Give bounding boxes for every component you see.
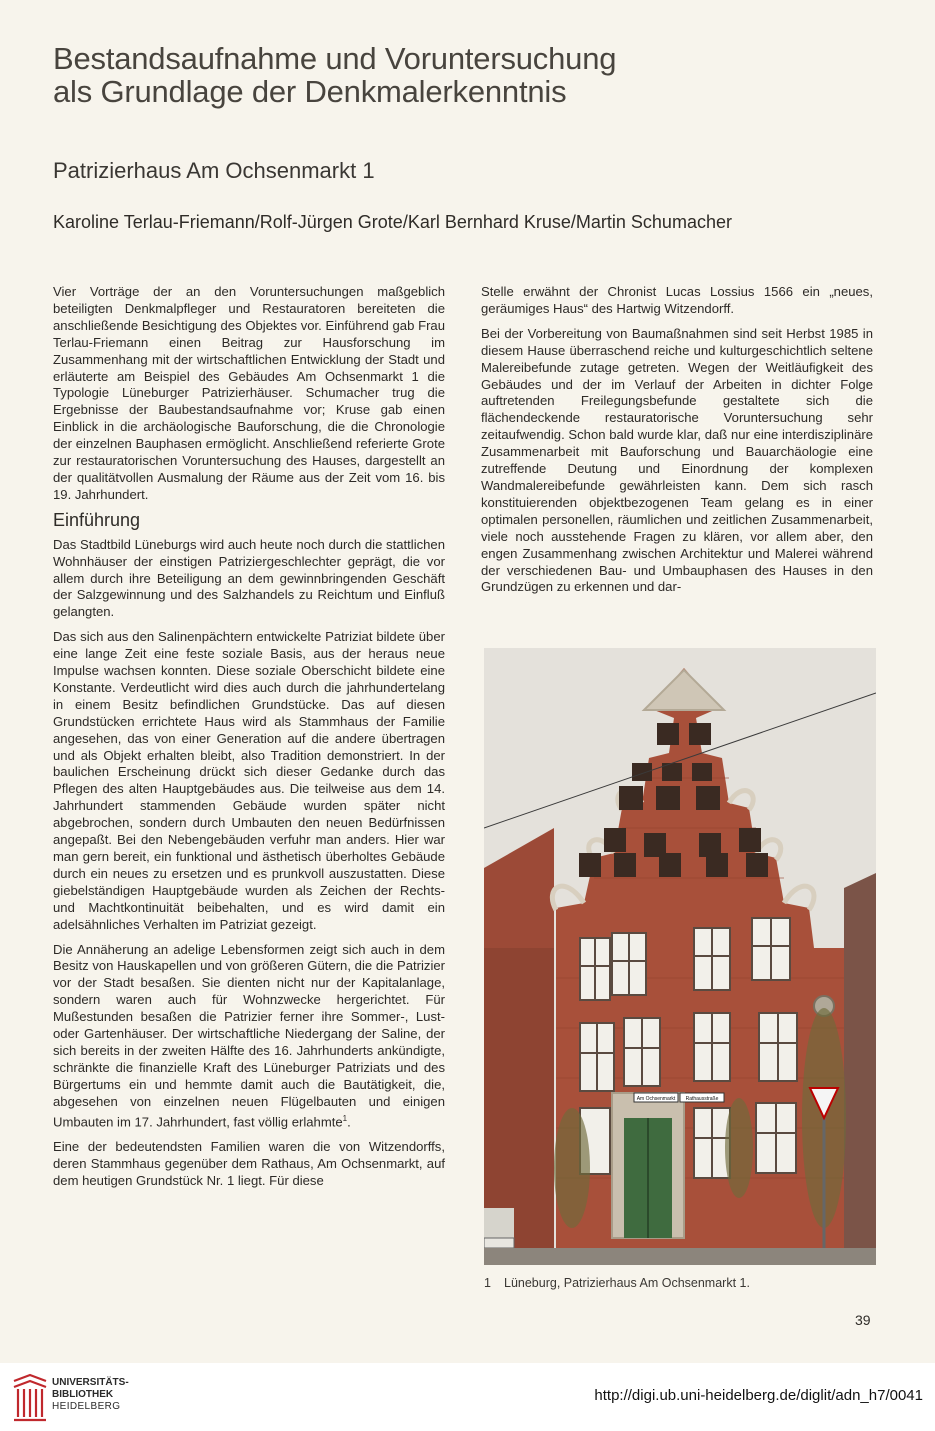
intro-paragraph: Vier Vorträge der an den Voruntersuchungen maßgeblich beteiligten Denkmalpfleger und Restauratoren bereiteten die anschließende Besichtigung des Objektes vor. Einführend gab Frau Terlau-Friemann einen Beitrag zur Hausforschung im Zusammenhang mit der wirtschaftlichen Entwicklung der Stadt und erläuterte am Beispiel des Gebäudes Am Ochsenmarkt 1 die Typologie Lüneburger Patrizierhäuser. Schumacher trug die Ergebnisse der Baubestandsaufnahme vor; Kruse gab einen Einblick in die archäologische Bauforschung, die die Chronologie der einzelnen Bauphasen ermöglicht. Anschließend referierte Grote zur restauratorischen Voruntersuchung des Hauses, dargestellt an der qualitätvollen Ausmalung der Räume aus der Zeit vom 16. bis 19. Jahrhundert. [53, 284, 445, 502]
caption-number: 1 [484, 1276, 491, 1290]
library-name[interactable] [52, 1377, 129, 1413]
article-subtitle: Patrizierhaus Am Ochsenmarkt 1 [53, 158, 375, 183]
left-column [53, 284, 445, 1198]
right-column [481, 284, 873, 604]
paragraph-3: Die Annäherung an adelige Lebensformen zeigt sich auch in dem Besitz von Hauskapellen und von größeren Gütern, die die Patrizier vor der Stadt besaßen. Sie dienten nicht nur der Kapitalanlage, sondern waren auch für Wohnzwecke hergerichtet. Für Mußestunden besaßen die Patrizier ferner ihre Sommer-, Lust- oder Gartenhäuser. Der wirtschaftliche Niedergang der Saline, der sich bereits in der zweiten Hälfte des 16. Jahrhunderts ankündigte, schränkte die finanzielle Kraft des Lüneburger Patriziats und des Bürgertums ein und hemmte damit auch die Bautätigkeit, die, abgesehen von einzelnen neuen Flügelbauten und einigen Umbauten im 17. Jahrhundert, fast völlig erlahmte$^1$. [53, 941, 445, 1129]
page-title [53, 42, 873, 108]
house-photo [484, 648, 876, 1265]
right-paragraph-1: Stelle erwähnt der Chronist Lucas Lossius 1566 ein „neues, geräumiges Haus“ des Hartwig Witzendorff. [481, 284, 873, 316]
source-url-link[interactable]: http://digi.ub.uni-heidelberg.de/diglit/adn_h7/0041 [594, 1387, 923, 1404]
paragraph-1: Das Stadtbild Lüneburgs wird auch heute noch durch die stattlichen Wohnhäuser der einstigen Patriziergeschlechter geprägt, die vor allem durch ihre Beteiligung an dem gewinnbringenden Geschäft der Salzgewinnung und des Salzhandels zu Reichtum und Einfluß gelangten. [53, 536, 445, 620]
library-name-line2: BIBLIOTHEK [52, 1389, 114, 1400]
figure-caption [484, 1276, 876, 1290]
right-paragraph-2: Bei der Vorbereitung von Baumaßnahmen sind seit Herbst 1985 in diesem Hause überraschend reiche und kulturgeschichtlich seltene Malereibefunde zutage getreten. Wegen der Weitläufigkeit des Gebäudes und der im Verlauf der Arbeiten in dichter Folge auftretenden Freilegungsbefunde gestaltete sich die flächendeckende restauratorische Voruntersuchung sehr zeitaufwendig. Schon bald wurde klar, daß nur eine interdisziplinäre Zusammenarbeit mit Bauforschung und Bauarchäologie eine zutreffende Deutung und Einordnung der komplexen Wandmalereibefunde gewährleisten kann. Dem sich rasch konstituierenden objektbezogenen Team gelang es in einer optimalen personellen, räumlichen und zeitlichen Zusammenarbeit, viele noch ausstehende Fragen zu klären, vor allem aber, den engen Zusammenhang zwischen Architektur und Malerei während der verschiedenen Bau- und Umbauphasen des Hauses in den Grundzügen zu erkennen und dar- [481, 325, 873, 595]
section-heading-einfuehrung: Einführung [53, 509, 141, 530]
footnote-marker[interactable]: 1 [342, 1113, 348, 1123]
library-footer [0, 1363, 935, 1431]
caption-text: Lüneburg, Patrizierhaus Am Ochsenmarkt 1. [504, 1276, 750, 1290]
title-line-1: Bestandsaufnahme und Voruntersuchung [53, 41, 617, 76]
authors-line: Karoline Terlau-Friemann/Rolf-Jürgen Grote/Karl Bernhard Kruse/Martin Schumacher [53, 212, 732, 232]
paragraph-2: Das sich aus den Salinenpächtern entwickelte Patriziat bildete über eine lange Zeit eine feste soziale Basis, aus der heraus neue Impulse wachsen konnten. Diese soziale Oberschicht bildete eine Konstante. Verdeutlicht wird dies auch durch die jahrhundertelang in einem Besitz befindlichen Grundstücke. Das auf diesen Grundstücken errichtete Haus wird als Stammhaus der Familie angesehen, das von einer Generation auf die andere übertragen und als Objekt erhalten bleibt, also Tradition demonstriert. In der baulichen Erscheinung drückt sich dieser Gedanke durch das Pflegen des alten Hauptgebäudes aus. Die teilweise aus dem 14. Jahrhundert stammenden Gebäude wurden später nicht abgebrochen, sondern durch Umbauten den neuen Bedürfnissen angepaßt. Bei den Nebengebäuden verfuhr man anders. Hier war man gern bereit, ein funktional und ästhetisch überholtes Gebäude durch ein neues zu ersetzen und es prunkvoll auszustatten. Diese giebelständigen Hauptgebäude wurden als Zeichen der Rechts- und Machtkontinuität beibehalten, und es wird damit ein adelsähnliches Verhalten im Patriziat gezeigt. [53, 629, 445, 932]
street-sign-1: Am Ochsenmarkt [636, 1096, 676, 1102]
library-logo-icon[interactable] [10, 1373, 50, 1423]
paragraph-4: Eine der bedeutendsten Familien waren die von Witzendorffs, deren Stammhaus gegenüber dem Rathaus, Am Ochsenmarkt, auf dem heutigen Grundstück Nr. 1 liegt. Für diese [53, 1138, 445, 1188]
house-illustration [484, 648, 876, 1265]
title-line-2: als Grundlage der Denkmalerkenntnis [53, 74, 567, 109]
street-sign-2: Rathausstraße [685, 1096, 719, 1102]
library-name-line3: HEIDELBERG [52, 1401, 121, 1412]
library-name-line1: UNIVERSITÄTS- [52, 1377, 129, 1388]
page-number: 39 [855, 1312, 871, 1328]
paragraph-3-text: Die Annäherung an adelige Lebensformen zeigt sich auch in dem Besitz von Hauskapellen und von größeren Gütern, die die Patrizier vor der Stadt besaßen. Sie dienten nicht nur der Kapitalanlage, sondern waren auch für Wohnzwecke hergerichtet. Für Mußestunden besaßen die Patrizier ferner ihre Sommer-, Lust- oder Gartenhäuser. Der wirtschaftliche Niedergang der Saline, der sich bereits in der zweiten Hälfte des 16. Jahrhunderts ankündigte, schränkte die finanzielle Kraft des Lüneburger Patriziats und des Bürgertums ein und hemmte damit auch die Bautätigkeit, die, abgesehen von einzelnen neuen Flügelbauten und einigen Umbauten im 17. Jahrhundert, fast völlig erlahmte [53, 941, 445, 1129]
